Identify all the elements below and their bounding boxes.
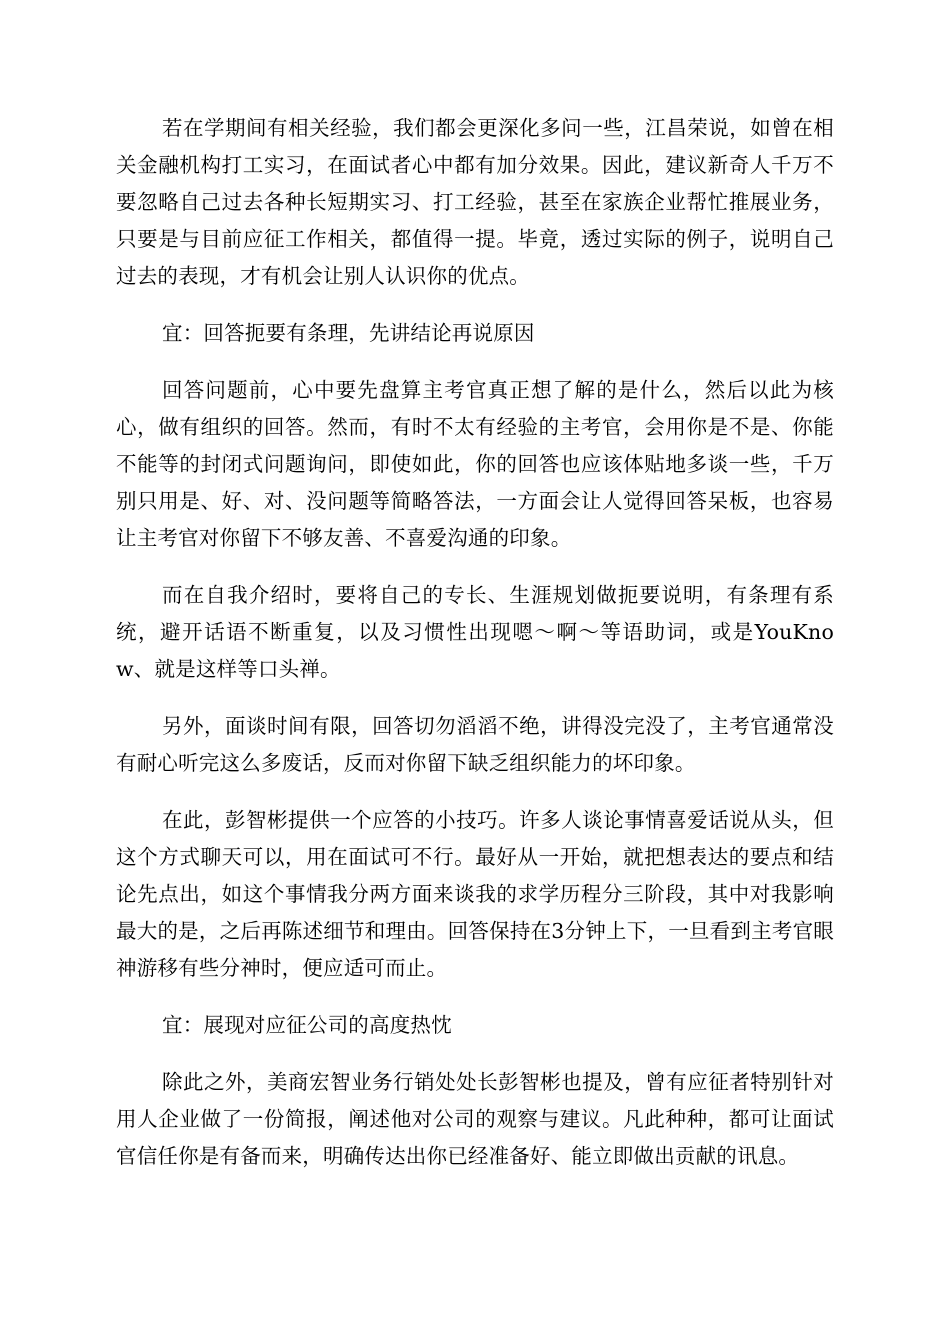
section-heading-concise-answers: 宜：回答扼要有条理，先讲结论再说原因 (162, 321, 535, 345)
paragraph-self-introduction: 而在自我介绍时，要将自己的专长、生涯规划做扼要说明，有条理有系统，避开话语不断重复，以及习惯性出现嗯～啊～等语助词，或是YouKnow、就是这样等口头禅。 (116, 583, 834, 681)
paragraph-internship-experience: 若在学期间有相关经验，我们都会更深化多问一些，江昌荣说，如曾在相关金融机构打工实习，在面试者心中都有加分效果。因此，建议新奇人千万不要忽略自己过去各种长短期实习、打工经验，甚至在家族企业帮忙推展业务，只要是与目前应征工作相关，都值得一提。毕竟，透过实际的例子，说明自己过去的表现，才有机会让别人认识你的优点。 (116, 116, 834, 288)
paragraph-answer-technique: 在此，彭智彬提供一个应答的小技巧。许多人谈论事情喜爱话说从头，但这个方式聊天可以，用在面试可不行。最好从一开始，就把想表达的要点和结论先点出，如这个事情我分两方面来谈我的求学历程分三阶段，其中对我影响最大的是，之后再陈述细节和理由。回答保持在3分钟上下，一旦看到主考官眼神游移有些分神时，便应适可而止。 (116, 808, 834, 980)
paragraph-answer-strategy: 回答问题前，心中要先盘算主考官真正想了解的是什么，然后以此为核心，做有组织的回答。然而，有时不太有经验的主考官，会用你是不是、你能不能等的封闭式问题询问，即使如此，你的回答也应该体贴地多谈一些，千万别只用是、好、对、没问题等简略答法，一方面会让人觉得回答呆板，也容易让主考官对你留下不够友善、不喜爱沟通的印象。 (116, 378, 834, 550)
document-page (116, 110, 834, 1195)
paragraph-time-limit: 另外，面谈时间有限，回答切勿滔滔不绝，讲得没完没了，主考官通常没有耐心听完这么多废话，反而对你留下缺乏组织能力的坏印象。 (116, 714, 834, 775)
paragraph-company-presentation: 除此之外，美商宏智业务行销处处长彭智彬也提及，曾有应征者特别针对用人企业做了一份简报，阐述他对公司的观察与建议。凡此种种，都可让面试官信任你是有备而来，明确传达出你已经准备好、能立即做出贡献的讯息。 (116, 1070, 834, 1168)
section-heading-enthusiasm: 宜：展现对应征公司的高度热忱 (162, 1013, 452, 1037)
